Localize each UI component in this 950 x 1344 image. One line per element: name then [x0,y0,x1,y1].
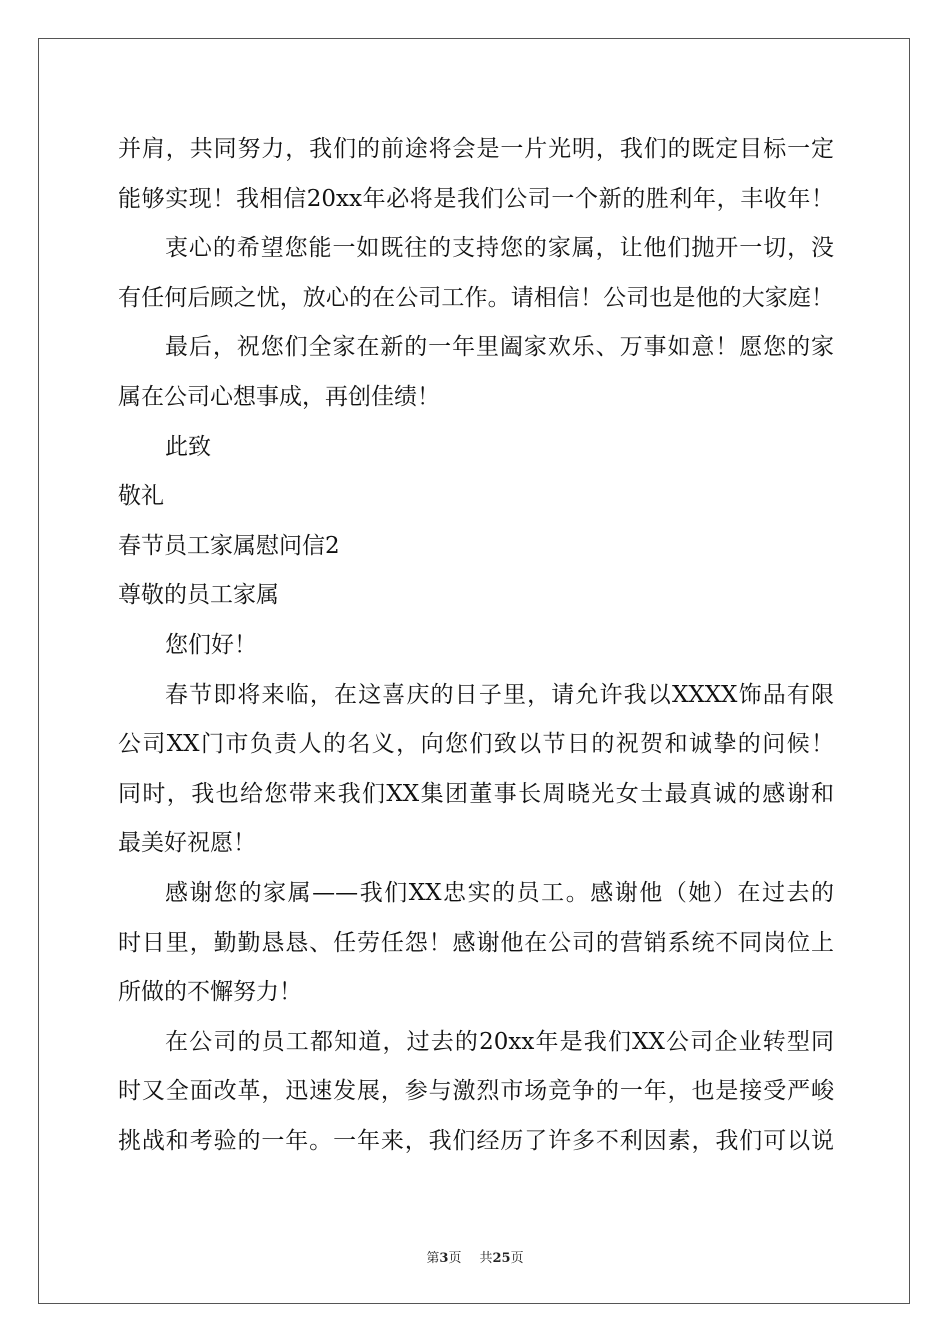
text-line: 最美好祝愿！ [118,830,256,857]
text-line: 属在公司心想事成，再创佳绩！ [118,383,440,410]
text-line: 所做的不懈努力！ [118,979,302,1006]
text-line: 春节员工家属慰问信2 [118,532,340,559]
text-line: 此致 [165,433,211,460]
text-line: 最后，祝您们全家在新的一年里阖家欢乐、万事如意！愿您的家 [165,334,834,361]
text-line: 挑战和考验的一年。一年来，我们经历了许多不利因素，我们可以说 [118,1127,834,1154]
text-line: 尊敬的员工家属 [118,582,279,609]
total-suffix: 页 [510,1251,524,1266]
total-prefix: 共 [479,1251,493,1266]
current-page-number: 3 [439,1251,449,1266]
document-body [118,125,834,1166]
text-line: 同时，我也给您带来我们XX集团董事长周晓光女士最真诚的感谢和 [118,780,834,807]
page-footer [0,1247,950,1266]
text-line: 在公司的员工都知道，过去的20xx年是我们XX公司企业转型同 [165,1028,834,1055]
text-line: 春节即将来临，在这喜庆的日子里，请允许我以XXXX饰品有限 [165,681,834,708]
text-line: 时日里，勤勤恳恳、任劳任怨！感谢他在公司的营销系统不同岗位上 [118,929,834,956]
page-prefix: 第 [426,1251,440,1266]
text-line: 敬礼 [118,483,164,510]
text-line: 您们好！ [165,631,257,658]
text-line: 有任何后顾之忧，放心的在公司工作。请相信！公司也是他的大家庭！ [118,284,834,311]
text-line: 衷心的希望您能一如既往的支持您的家属，让他们抛开一切，没 [165,235,834,262]
total-page-count: 25 [492,1251,511,1266]
page-suffix: 页 [448,1251,462,1266]
text-line: 并肩，共同努力，我们的前途将会是一片光明，我们的既定目标一定 [118,136,834,162]
text-line: 时又全面改革，迅速发展，参与激烈市场竞争的一年，也是接受严峻 [118,1078,834,1105]
text-line: 感谢您的家属——我们XX忠实的员工。感谢他（她）在过去的 [165,879,834,906]
text-line: 能够实现！我相信20xx年必将是我们公司一个新的胜利年，丰收年！ [118,185,834,212]
text-line: 公司XX门市负责人的名义，向您们致以节日的祝贺和诚挚的问候！ [118,731,834,758]
